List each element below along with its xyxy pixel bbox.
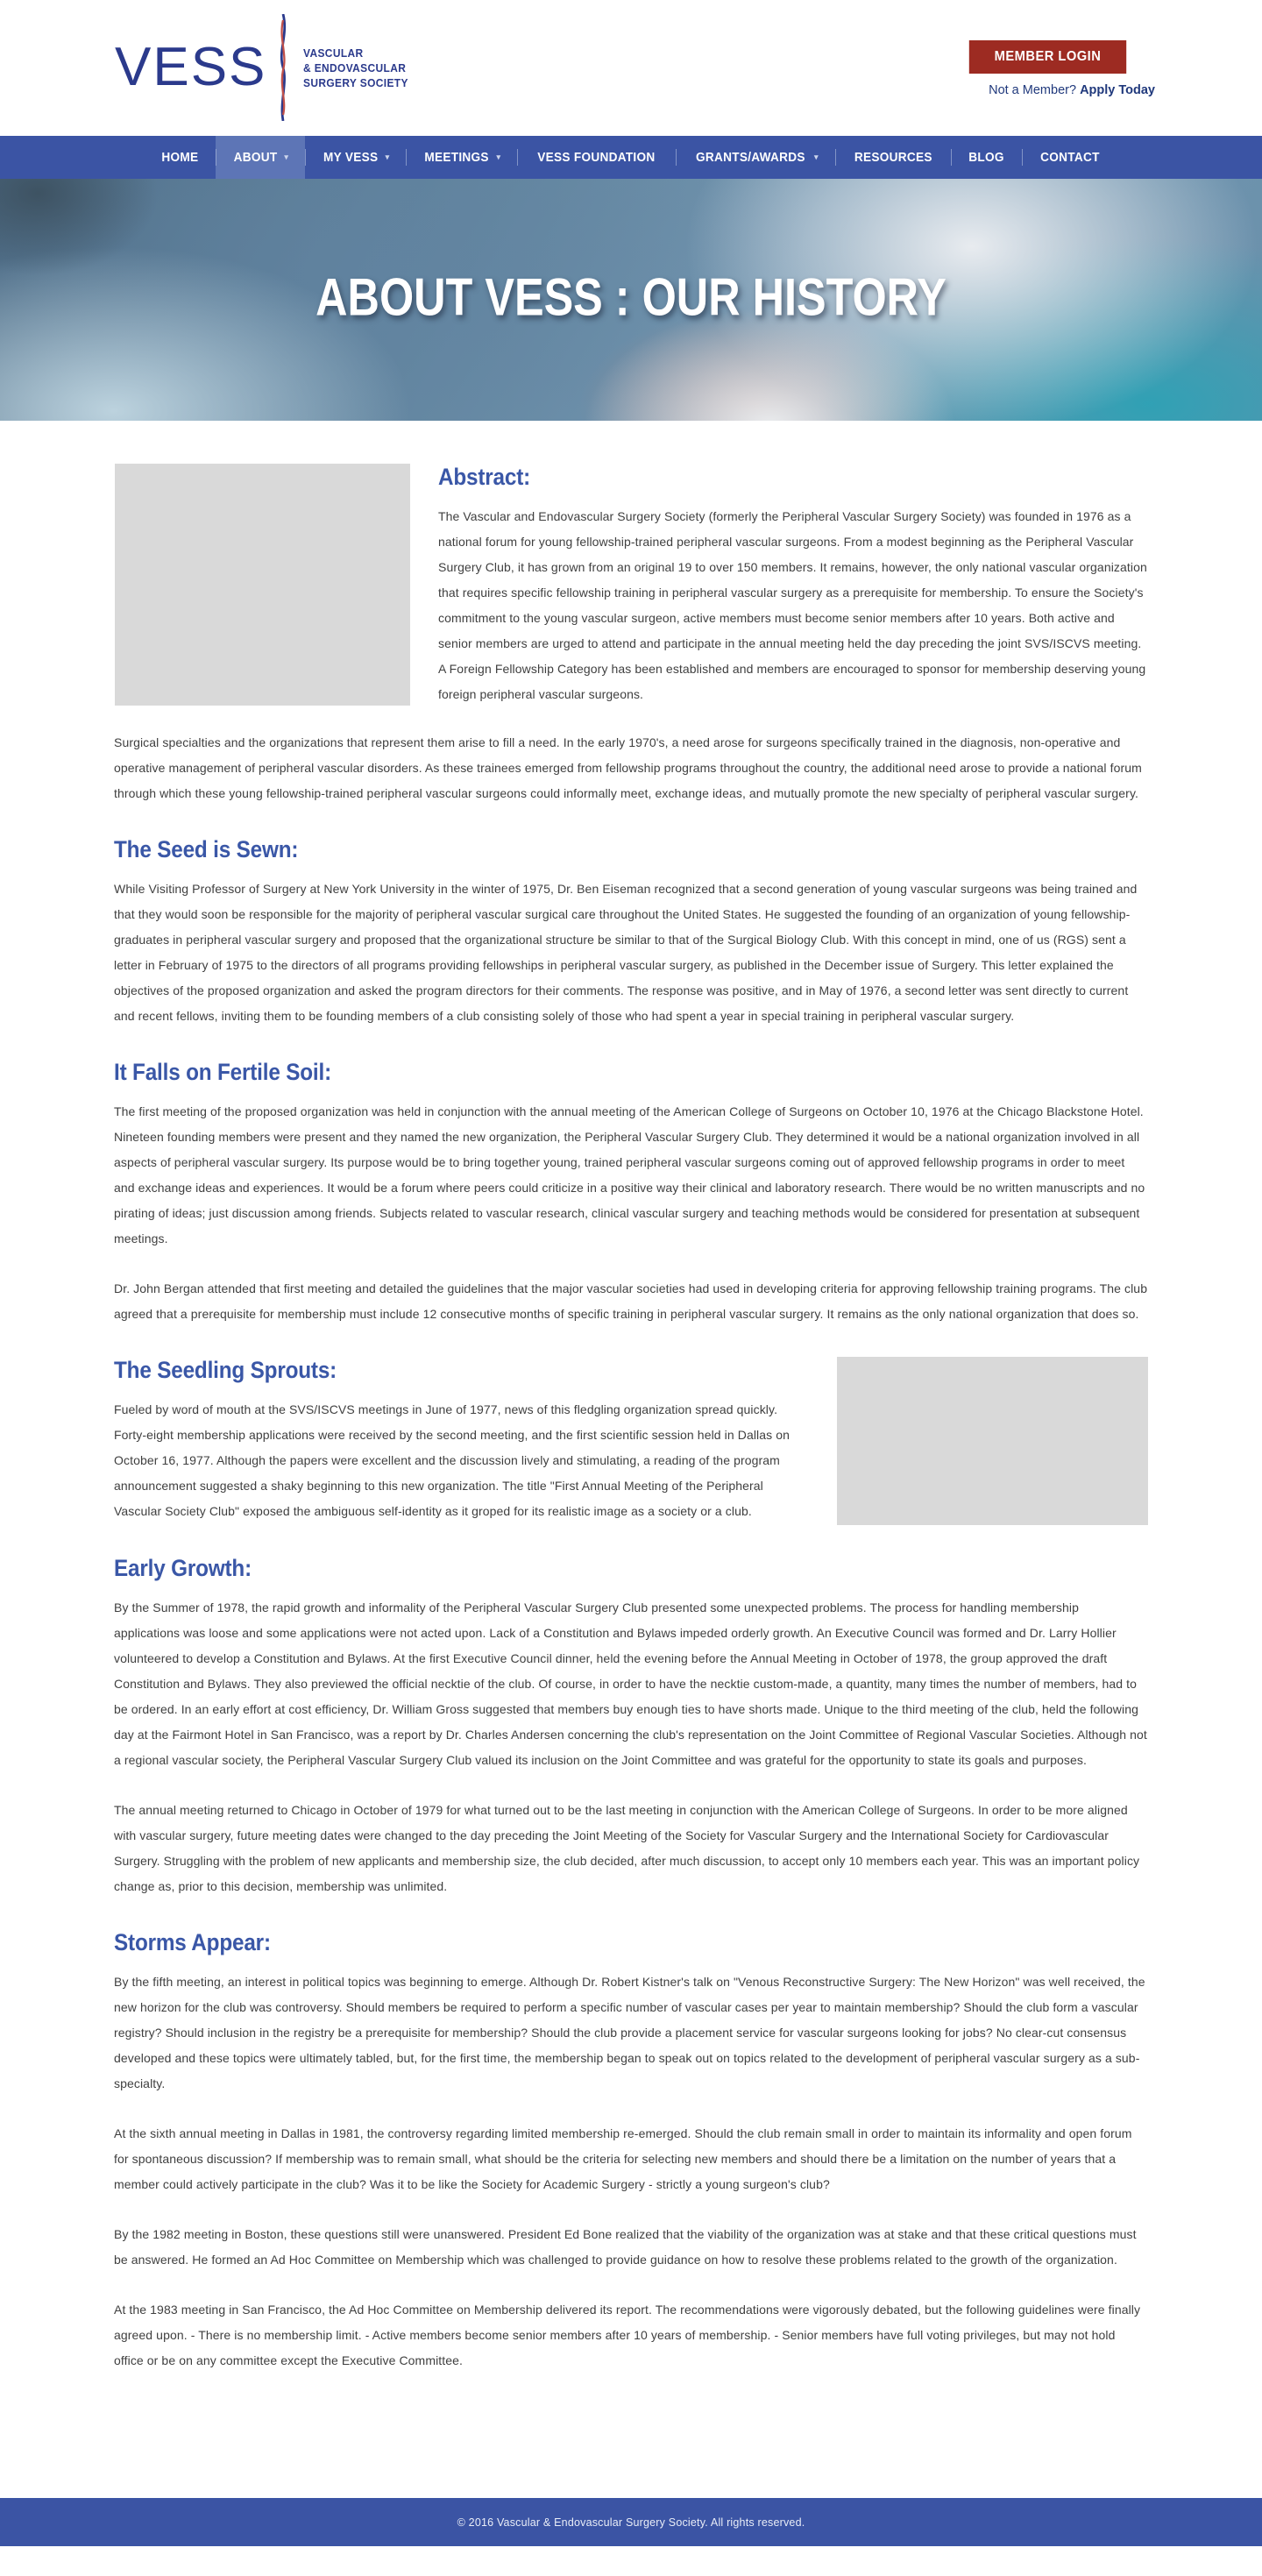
member-login-button[interactable]: MEMBER LOGIN: [969, 40, 1126, 74]
section-paragraph: By the Summer of 1978, the rapid growth and informality of the Peripheral Vascular Surgery Club presented some unexpected problems. The process for handling membership applications was loose and some applications were not acted upon. Lack of a Constitution and Bylaws impeded orderly growth. An Executive Council was formed and Dr. Larry Hollier volunteered to develop a Constitution and Bylaws. At the first Executive Council dinner, held the evening before the Annual Meeting in October of 1978, the group approved the draft Constitution and Bylaws. They also previewed the official necktie of the club. Of course, in order to have the necktie custom-made, a quantity, many times the number of members, had to be ordered. In an early effort at cost efficiency, Dr. William Gross suggested that members buy enough ties to have shorts made. Unique to the third meeting of the club, held the following day at the Fairmont Hotel in San Francisco, was a report by Dr. Charles Andersen concerning the club's representation on the Joint Committee of Regional Vascular Societies. Although not a regional vascular society, the Peripheral Vascular Surgery Club valued its inclusion on the Joint Committee and was grateful for the opportunity to state its goals and purposes.: [114, 1600, 1147, 1767]
nav-item-meetings[interactable]: [406, 136, 517, 179]
section-paragraph: At the sixth annual meeting in Dallas in 1981, the controversy regarding limited membership re-emerged. Should the club remain small in order to maintain its informality and open forum for spontaneous discussion? If membership was to remain small, what should be the criteria for selecting new members and should there be a limitation on the number of years that a member could actively participate in the club? Was it to be like the Society for Academic Surgery - strictly a young surgeon's club?: [114, 2126, 1132, 2191]
nav-item-contact[interactable]: [1022, 136, 1118, 179]
nav-item-label: BLOG: [968, 150, 1005, 165]
site-footer: [0, 2498, 1262, 2546]
logo-line-3: SURGERY SOCIETY: [303, 75, 409, 89]
section-paragraph: Fueled by word of mouth at the SVS/ISCVS meetings in June of 1977, news of this fledgling organization spread quickly. Forty-eight membership applications were received by the second meeting, and the first scientific session held in Dallas on October 16, 1977. Although the papers were excellent and the discussion lively and stimulating, a reading of the program announcement suggested a shaky beginning to this new organization. The title "First Annual Meeting of the Peripheral Vascular Society Club" exposed the ambiguous self-identity as it groped for its realistic image as a society or a club.: [114, 1402, 791, 1518]
nav-item-label: VESS FOUNDATION: [537, 150, 656, 165]
nav-item-label: CONTACT: [1040, 150, 1101, 165]
site-header: [0, 0, 1262, 136]
section-seed-is-sewn: [114, 836, 1148, 1029]
main-navigation: [0, 136, 1262, 179]
section-paragraph: The annual meeting returned to Chicago in October of 1979 for what turned out to be the last meeting in conjunction with the American College of Surgeons. In order to be more aligned with vascular surgery, future meeting dates were changed to the day preceding the Joint Meeting of the Society for Vascular Surgery and the International Society for Cardiovascular Surgery. Struggling with the problem of new applicants and membership size, the club decided, after much discussion, to accept only 10 members each year. This was an important policy change as, prior to this decision, membership was unlimited.: [114, 1803, 1140, 1893]
section-heading: The Seed is Sewn:: [114, 836, 299, 862]
vess-logo[interactable]: [115, 12, 418, 123]
section-paragraph: While Visiting Professor of Surgery at New York University in the winter of 1975, Dr. Ben Eiseman recognized that a second generation of young vascular surgeons was being trained and that they would soon be responsible for the majority of peripheral vascular surgical care throughout the United States. He suggested the founding of an organization of young fellowship-graduates in peripheral vascular surgery and proposed that the organizational structure be similar to that of the Surgical Biology Club. With this concept in mind, one of us (RGS) sent a letter in February of 1975 to the directors of all programs providing fellowships in peripheral vascular surgery, as published in the December issue of Surgery. This letter explained the objectives of the proposed organization and asked the program directors for their comments. The response was positive, and in May of 1976, a second letter was sent directly to current and recent fellows, inviting them to be founding members of a club consisting solely of those who had spent a year in special training in peripheral vascular surgery.: [114, 882, 1138, 1023]
nav-item-resources[interactable]: [835, 136, 952, 179]
section-paragraph: Dr. John Bergan attended that first meeting and detailed the guidelines that the major vascular societies had used in developing criteria for approving fellowship training programs. The club agreed that a prerequisite for membership must include 12 consecutive months of specific training in peripheral vascular surgery. It remains as the only national organization that does so.: [114, 1281, 1148, 1321]
logo-line-2: & ENDOVASCULAR: [303, 60, 407, 75]
nav-item-home[interactable]: [144, 136, 216, 179]
nav-item-label: HOME: [160, 150, 199, 165]
section-heading: The Seedling Sprouts:: [114, 1357, 337, 1383]
abstract-paragraph: The Vascular and Endovascular Surgery Society (formerly the Peripheral Vascular Surgery Society) was founded in 1976 as a national forum for young fellowship-trained peripheral vascular surgeons. From a modest beginning as the Peripheral Vascular Surgery Club, it has grown from an original 19 to over 150 members. It remains, however, the only national vascular organization that requires specific fellowship training in peripheral vascular surgery as a prerequisite for membership. To ensure the Society's commitment to the young vascular surgeon, active members must become senior members after 10 years. Both active and senior members are urged to attend and participate in the annual meeting held the day preceding the joint SVS/ISCVS meeting. A Foreign Fellowship Category has been established and members are encouraged to sponsor for membership deserving young foreign peripheral vascular surgeons.: [438, 509, 1147, 701]
copyright-text: © 2016 Vascular & Endovascular Surgery Society. All rights reserved.: [457, 2516, 805, 2529]
section-paragraph: By the 1982 meeting in Boston, these questions still were unanswered. President Ed Bone realized that the viability of the organization was at stake and that these critical questions must be answered. He formed an Ad Hoc Committee on Membership which was challenged to provide guidance on how to resolve these problems related to the growth of the organization.: [114, 2227, 1137, 2267]
section-storms-appear: [114, 1929, 1148, 2374]
chevron-down-icon: ▾: [496, 153, 501, 161]
section-heading: Storms Appear:: [114, 1929, 271, 1955]
chevron-down-icon: ▾: [813, 153, 819, 161]
seedling-placeholder-image: [837, 1357, 1148, 1525]
not-a-member-text: Not a Member?: [989, 83, 1077, 97]
section-paragraph: By the fifth meeting, an interest in political topics was beginning to emerge. Although Dr. Robert Kistner's talk on "Venous Reconstructive Surgery: The New Horizon" was well received, the new horizon for the club was controversy. Should members be required to perform a specific number of vascular cases per year to maintain membership? Should the club form a vascular registry? Should inclusion in the registry be a prerequisite for membership? Should the club provide a placement service for vascular surgeons looking for jobs? No clear-cut consensus developed and these topics were ultimately tabled, but, for the first time, the membership began to speak out on topics related to the development of peripheral vascular surgery as a sub-specialty.: [114, 1975, 1145, 2090]
main-content: [114, 421, 1148, 2498]
abstract-section: [114, 464, 1148, 707]
nav-item-grants-awards[interactable]: [676, 136, 835, 179]
section-paragraph: The first meeting of the proposed organization was held in conjunction with the annual meeting of the American College of Surgeons on October 10, 1976 at the Chicago Blackstone Hotel. Nineteen founding members were present and they named the new organization, the Peripheral Vascular Surgery Club. They determined it would be a national organization involved in all aspects of peripheral vascular surgery. Its purpose would be to bring together young, trained peripheral vascular surgeons coming out of approved fellowship programs in order to meet and exchange ideas and experiences. It would be a forum where peers could criticize in a positive way their clinical and laboratory research. There would be no written manuscripts and no pirating of ideas; just discussion among friends. Subjects related to vascular research, clinical vascular surgery and teaching methods would be considered for presentation at subsequent meetings.: [114, 1104, 1145, 1245]
logo-wordmark: [303, 46, 408, 90]
section-heading-abstract: Abstract:: [438, 464, 531, 490]
section-heading: It Falls on Fertile Soil:: [114, 1059, 331, 1085]
abstract-placeholder-image: [115, 464, 410, 706]
apply-today-line: [989, 83, 1155, 97]
page-title: ABOUT VESS : OUR HISTORY: [316, 267, 946, 327]
section-paragraph: At the 1983 meeting in San Francisco, the Ad Hoc Committee on Membership delivered its report. The recommendations were vigorously debated, but the following guidelines were finally agreed upon. - There is no membership limit. - Active members become senior members after 10 years of membership. - Senior members have full voting privileges, but may not hold office or be on any committee except the Executive Committee.: [114, 2303, 1141, 2367]
abstract-body: [438, 464, 1148, 707]
logo-acronym: VESS: [115, 37, 267, 97]
nav-item-label: MEETINGS: [424, 150, 490, 165]
apply-today-link[interactable]: Apply Today: [1080, 83, 1155, 97]
nav-item-label: MY VESS: [323, 150, 379, 165]
nav-item-label: RESOURCES: [854, 150, 932, 165]
nav-item-about[interactable]: [216, 136, 305, 179]
nav-item-label: ABOUT: [233, 150, 278, 165]
section-seedling-sprouts: [114, 1357, 1148, 1525]
nav-item-vess-foundation[interactable]: [517, 136, 676, 179]
hero-banner: [0, 179, 1262, 421]
nav-item-my-vess[interactable]: [305, 136, 406, 179]
chevron-down-icon: ▾: [284, 153, 289, 161]
intro-paragraph: Surgical specialties and the organizations that represent them arise to fill a need. In the early 1970's, a need arose for surgeons specifically trained in the diagnosis, non-operative and operative management of peripheral vascular disorders. As these trainees emerged from fellowship programs throughout the country, the additional need arose to provide a national forum through which these young fellowship-trained peripheral vascular surgeons could informally meet, exchange ideas, and mutually promote the new specialty of peripheral vascular surgery.: [114, 735, 1142, 800]
chevron-down-icon: ▾: [385, 153, 390, 161]
section-fertile-soil: [114, 1059, 1148, 1327]
nav-item-blog[interactable]: [951, 136, 1022, 179]
vess-ribbon-icon: [275, 14, 291, 121]
seedling-text-column: [114, 1357, 837, 1524]
logo-line-1: VASCULAR: [303, 46, 364, 60]
section-heading: Early Growth:: [114, 1555, 252, 1581]
section-early-growth: [114, 1555, 1148, 1899]
nav-item-label: GRANTS/AWARDS: [696, 150, 805, 165]
